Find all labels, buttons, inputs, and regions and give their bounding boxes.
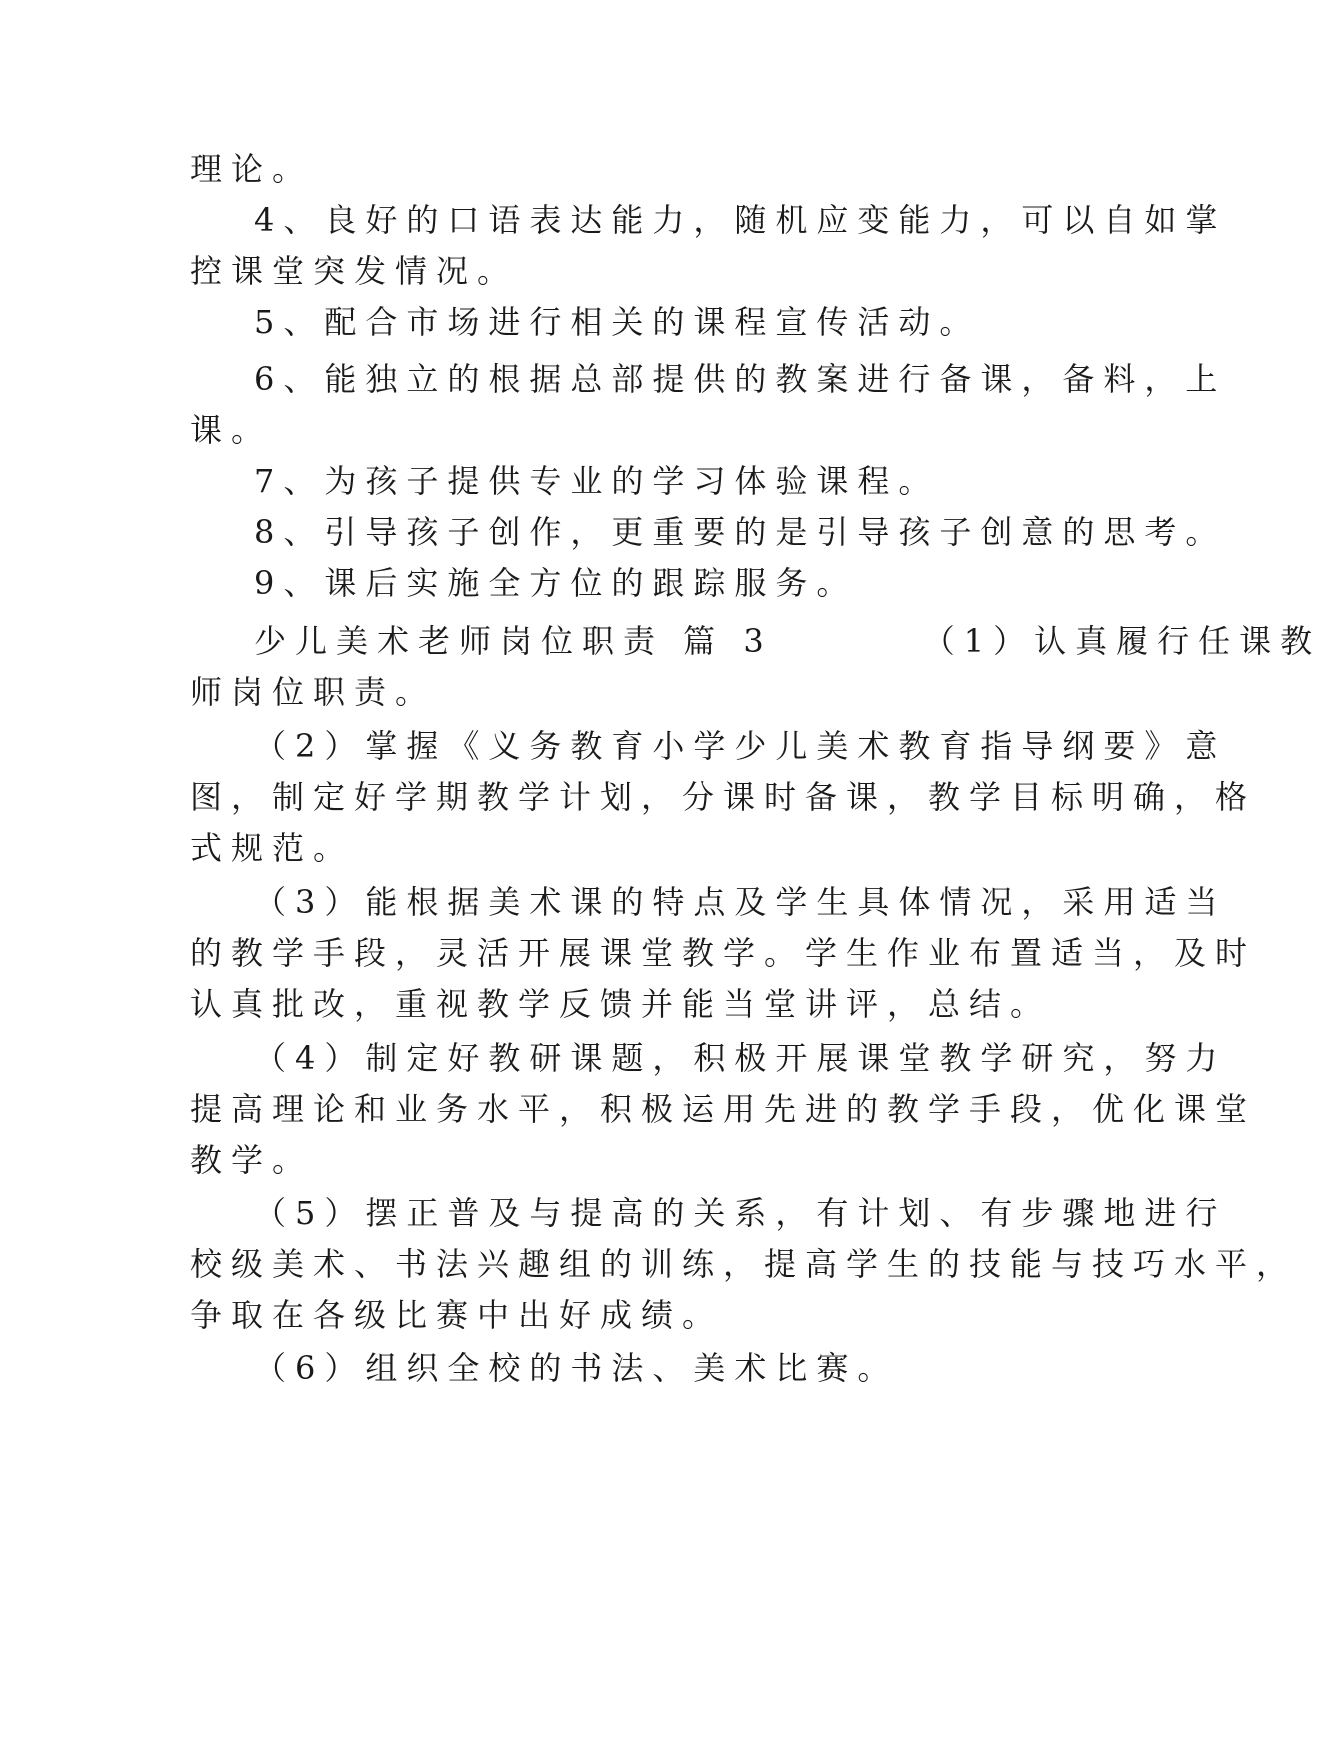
text-line: 图，制定好学期教学计划，分课时备课，教学目标明确，格 — [190, 778, 1257, 816]
text-line: 7、为孩子提供专业的学习体验课程。 — [254, 462, 940, 500]
text-line: 认真批改，重视教学反馈并能当堂讲评，总结。 — [190, 985, 1052, 1023]
text-line: 理论。 — [190, 150, 314, 188]
text-line: （2）掌握《义务教育小学少儿美术教育指导纲要》意 — [254, 727, 1227, 765]
text-line: 校级美术、书法兴趣组的训练，提高学生的技能与技巧水平， — [190, 1245, 1298, 1283]
text-line: 提高理论和业务水平，积极运用先进的教学手段，优化课堂 — [190, 1090, 1257, 1128]
section-heading: 少儿美术老师岗位职责 篇 3 — [254, 622, 773, 660]
text-line: 控课堂突发情况。 — [190, 252, 519, 290]
text-line: 8、引导孩子创作，更重要的是引导孩子创意的思考。 — [254, 513, 1227, 551]
text-line: （4）制定好教研课题，积极开展课堂教学研究，努力 — [254, 1039, 1227, 1077]
text-line: 的教学手段，灵活开展课堂教学。学生作业布置适当，及时 — [190, 934, 1257, 972]
text-line: 5、配合市场进行相关的课程宣传活动。 — [254, 303, 981, 341]
text-line: （6）组织全校的书法、美术比赛。 — [254, 1349, 899, 1387]
text-line: 教学。 — [190, 1141, 314, 1179]
section-heading-line — [190, 619, 1321, 663]
section-first-item: （1）认真履行任课教 — [922, 622, 1321, 660]
text-line: 4、良好的口语表达能力，随机应变能力，可以自如掌 — [254, 201, 1227, 239]
text-line: 课。 — [190, 411, 273, 449]
text-line: （5）摆正普及与提高的关系，有计划、有步骤地进行 — [254, 1194, 1227, 1232]
text-line: 式规范。 — [190, 829, 355, 867]
text-line: （3）能根据美术课的特点及学生具体情况，采用适当 — [254, 883, 1227, 921]
text-line: 师岗位职责。 — [190, 673, 437, 711]
text-line: 争取在各级比赛中出好成绩。 — [190, 1296, 724, 1334]
text-line: 9、课后实施全方位的跟踪服务。 — [254, 564, 858, 602]
text-line: 6、能独立的根据总部提供的教案进行备课，备料，上 — [254, 360, 1227, 398]
